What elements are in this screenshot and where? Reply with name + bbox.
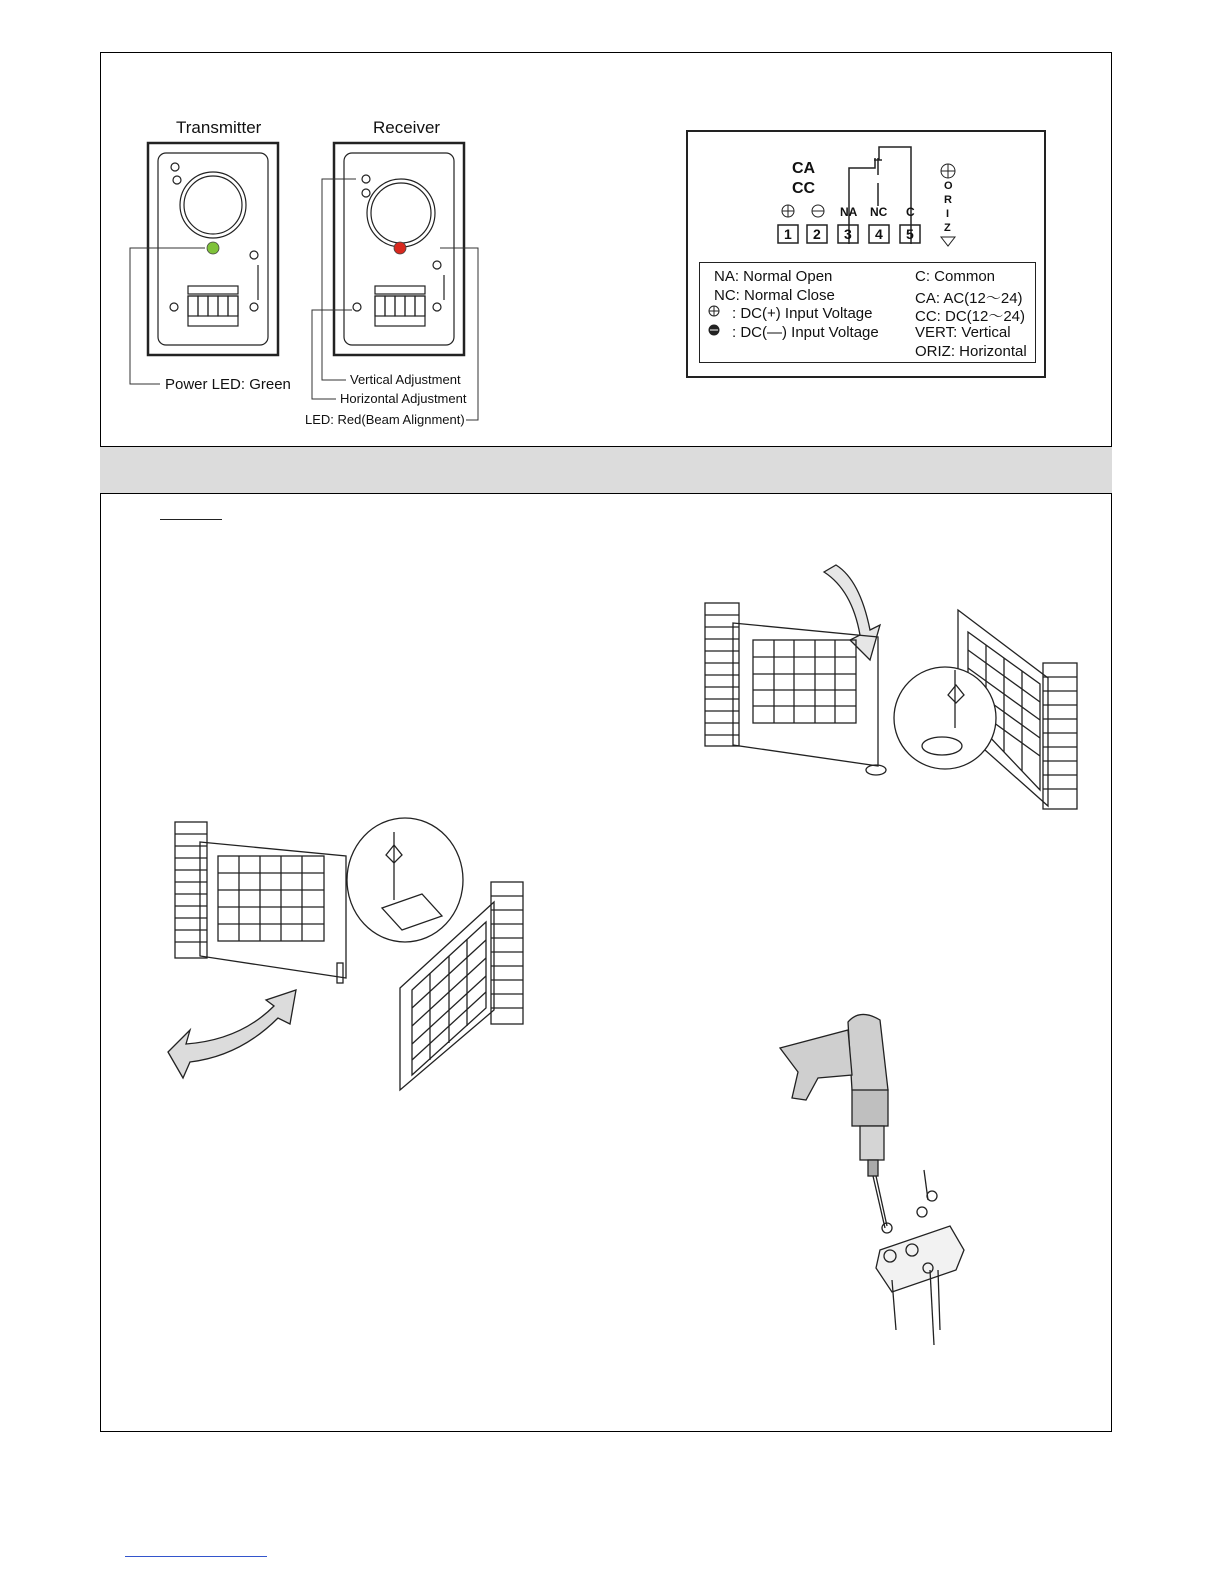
receiver-title: Receiver bbox=[373, 118, 441, 137]
transmitter-title: Transmitter bbox=[176, 118, 262, 137]
oriz-letter-r: R bbox=[944, 194, 952, 206]
power-led-label: Power LED: Green bbox=[165, 376, 291, 393]
legend-na: NA: Normal Open bbox=[714, 268, 833, 285]
red-led-icon bbox=[394, 242, 406, 254]
power-led-icon bbox=[207, 242, 219, 254]
oriz-letter-i: I bbox=[946, 208, 950, 220]
vertical-adjustment-label: Vertical Adjustment bbox=[350, 372, 461, 387]
oriz-letter-z: Z bbox=[944, 222, 951, 234]
legend-cc: CC: DC(12～24) bbox=[915, 308, 1026, 325]
mode-ca-label: CA bbox=[792, 160, 816, 177]
legend-dc-plus: : DC(+) Input Voltage bbox=[732, 305, 873, 322]
legend-dc-minus: : DC(—) Input Voltage bbox=[732, 324, 879, 341]
legend-vert: VERT: Vertical bbox=[915, 324, 1011, 341]
gate-illustration-left bbox=[168, 818, 523, 1090]
terminal-number-1: 1 bbox=[784, 226, 792, 242]
red-led-label: LED: Red(Beam Alignment) bbox=[305, 412, 465, 427]
terminal-number-5: 5 bbox=[906, 226, 914, 242]
terminal-name-nc: NC bbox=[870, 205, 888, 219]
drill-illustration bbox=[780, 1014, 964, 1345]
terminal-number-3: 3 bbox=[844, 226, 852, 242]
legend-oriz: ORIZ: Horizontal bbox=[915, 343, 1027, 360]
terminal-number-4: 4 bbox=[875, 226, 883, 242]
legend-nc: NC: Normal Close bbox=[714, 287, 835, 304]
terminal-name-c: C bbox=[906, 205, 915, 219]
legend-ca: CA: AC(12～24) bbox=[915, 290, 1023, 307]
legend-c: C: Common bbox=[915, 268, 996, 285]
horizontal-adjustment-label: Horizontal Adjustment bbox=[340, 391, 467, 406]
terminal-name-na: NA bbox=[840, 205, 858, 219]
terminal-number-2: 2 bbox=[813, 226, 821, 242]
oriz-letter-o: O bbox=[944, 180, 953, 192]
mode-cc-label: CC bbox=[792, 180, 816, 197]
gate-illustration-right bbox=[705, 565, 1077, 809]
